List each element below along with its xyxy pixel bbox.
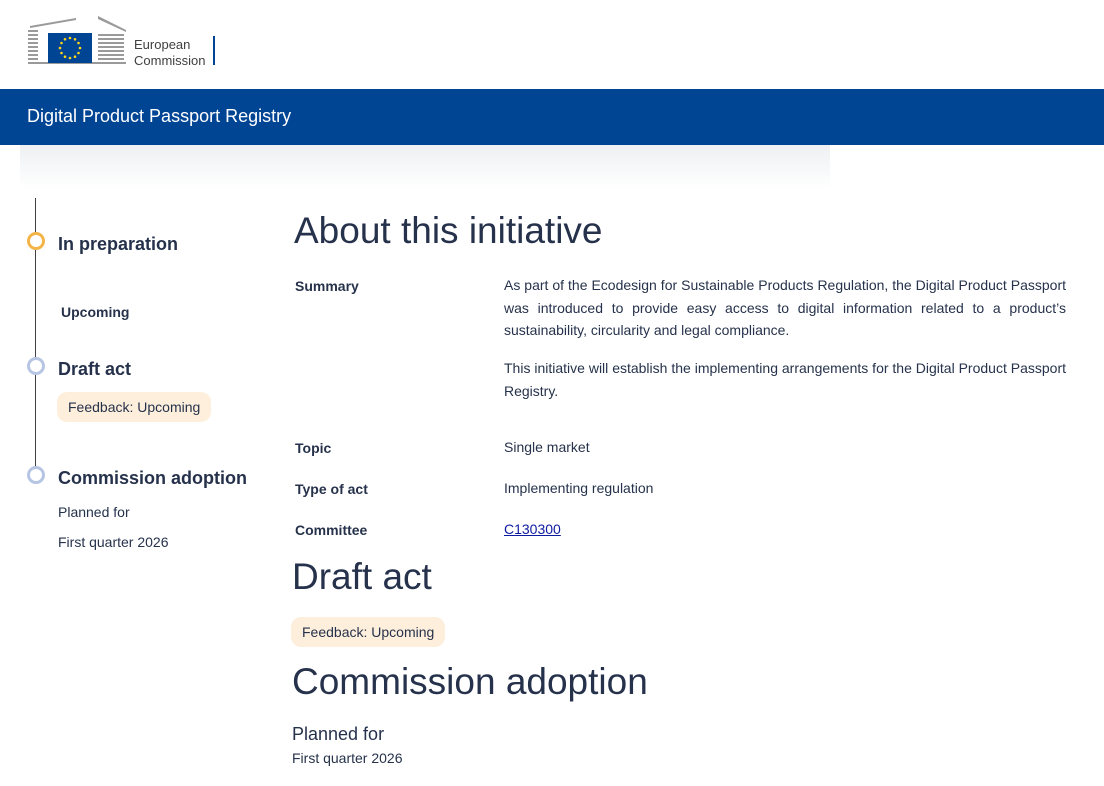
site-header [0, 0, 1104, 89]
timeline-planned-label: Planned for [58, 504, 130, 520]
commission-adoption-heading: Commission adoption [292, 661, 648, 702]
type-of-act-value: Implementing regulation [504, 480, 654, 496]
logo-divider [213, 36, 215, 65]
adoption-planned-label: Planned for [292, 724, 385, 744]
timeline-step-draft-act[interactable]: Draft act [58, 359, 132, 379]
logo-text: European Commission [134, 37, 206, 68]
draft-act-feedback-badge: Feedback: Upcoming [291, 617, 445, 647]
topic-label: Topic [295, 440, 332, 456]
committee-value [504, 518, 561, 541]
timeline-dot-pending-icon [27, 357, 45, 375]
feedback-status-badge: Feedback: Upcoming [57, 392, 211, 422]
adoption-planned-value: First quarter 2026 [292, 750, 403, 766]
page-title: About this initiative [294, 210, 603, 251]
draft-act-heading: Draft act [292, 556, 432, 597]
topic-value: Single market [504, 439, 590, 455]
summary-label: Summary [295, 278, 359, 294]
site-title[interactable]: Digital Product Passport Registry [27, 106, 292, 126]
european-commission-logo[interactable] [28, 16, 228, 66]
timeline-step-status: Upcoming [61, 304, 130, 320]
committee-label: Committee [295, 522, 368, 538]
type-of-act-label: Type of act [295, 481, 368, 497]
timeline-dot-pending-icon [27, 466, 45, 484]
timeline-step-in-preparation[interactable]: In preparation [58, 234, 179, 254]
banner-shadow [20, 145, 830, 189]
timeline-step-commission-adoption[interactable]: Commission adoption [58, 468, 247, 488]
summary-paragraph-1: As part of the Ecodesign for Sustainable Products Regulation, the Digital Product Passport was introduced to provide easy access to digital information related to a product’s sustainability, circularity and legal compliance. [504, 277, 1066, 338]
commission-building-icon [28, 16, 128, 66]
timeline-dot-active-icon [27, 232, 45, 250]
site-banner [0, 89, 1104, 145]
committee-link[interactable]: C130300 [504, 521, 561, 537]
summary-paragraph-2: This initiative will establish the implementing arrangements for the Digital Product Passport Registry. [504, 360, 1066, 399]
timeline-planned-value: First quarter 2026 [58, 534, 169, 550]
